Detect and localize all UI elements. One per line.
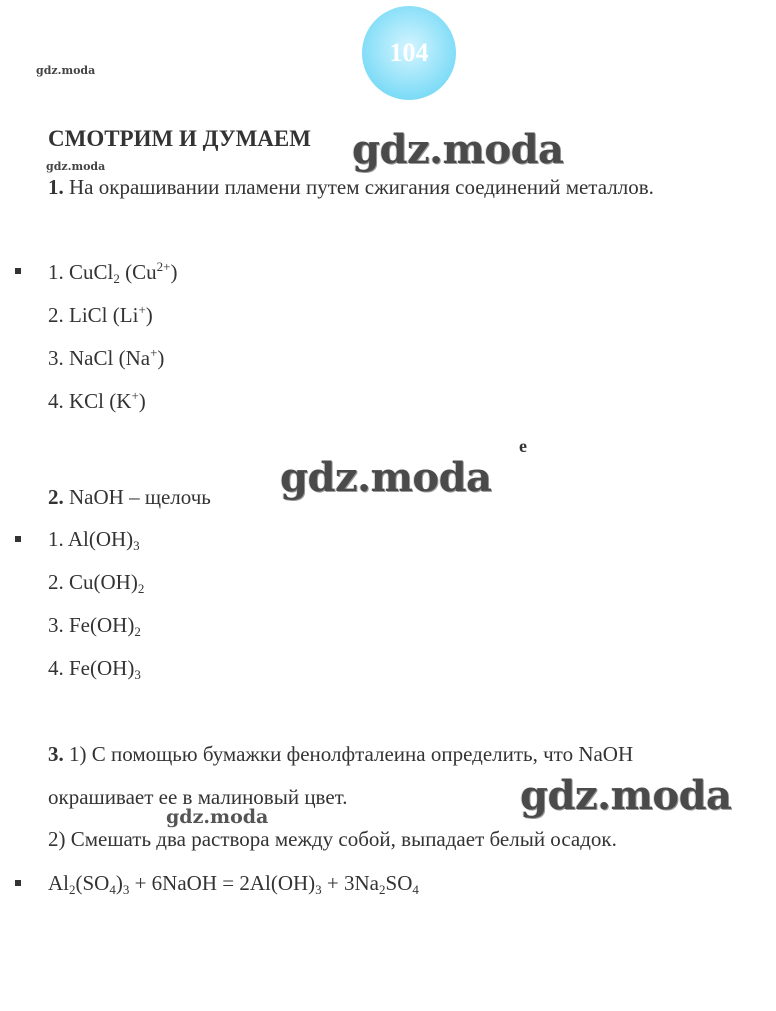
list-item: 3. $Fe(OH)_2$ xyxy=(48,613,141,639)
page-number: 104 xyxy=(389,38,429,67)
list-item: 4. $Fe(OH)_3$ xyxy=(48,656,141,682)
stray-letter: e xyxy=(519,436,527,456)
watermark-small: gdz.moda xyxy=(36,64,96,77)
watermark-large: gdz.moda xyxy=(280,454,492,501)
list-item: 2. LiCl (Li+) xyxy=(48,302,153,327)
task1-number: 1. xyxy=(48,175,64,199)
task2-answer-line xyxy=(48,484,211,510)
task2-number: 2. xyxy=(48,485,64,509)
watermark-large: gdz.moda xyxy=(520,772,732,819)
task2-answer: NaOH – щелочь xyxy=(69,485,211,509)
task1-answer: На окрашивании пламени путем сжигания соединений металлов. xyxy=(69,175,654,199)
task3-line: 3. 1) С помощью бумажки фенолфталеина определить, что NaOH xyxy=(48,742,634,766)
list-item: 4. KCl (K+) xyxy=(48,388,146,413)
watermark-large: gdz.moda xyxy=(352,126,564,173)
watermark-small: gdz.moda xyxy=(46,160,106,173)
section-title: СМОТРИМ И ДУМАЕМ xyxy=(48,126,311,151)
list-item: 2. $Cu(OH)_2$ xyxy=(48,570,145,596)
task1-answer-line xyxy=(48,174,654,200)
bullet-marker xyxy=(15,268,21,274)
task3-number: 3. xyxy=(48,742,64,766)
chemical-equation: $Al_2(SO_4)_3$ + 6NaOH = $2Al(OH)_3 + 3Na_2SO_4$ xyxy=(48,871,419,897)
bullet-marker xyxy=(15,536,21,542)
bullet-marker xyxy=(15,880,21,886)
task3-line: 2) Смешать два раствора между собой, выпадает белый осадок. xyxy=(48,827,617,851)
task3-line: окрашивает ее в малиновый цвет. xyxy=(48,785,348,809)
list-item: 3. NaCl (Na+) xyxy=(48,345,165,370)
list-item: 1. $Al(OH)_3$ xyxy=(48,527,140,553)
list-item: 1. CuCl$_2$ $(Cu^{2+})$ xyxy=(48,259,178,286)
page-number-badge xyxy=(362,6,456,100)
watermark-medium: gdz.moda xyxy=(166,806,269,828)
